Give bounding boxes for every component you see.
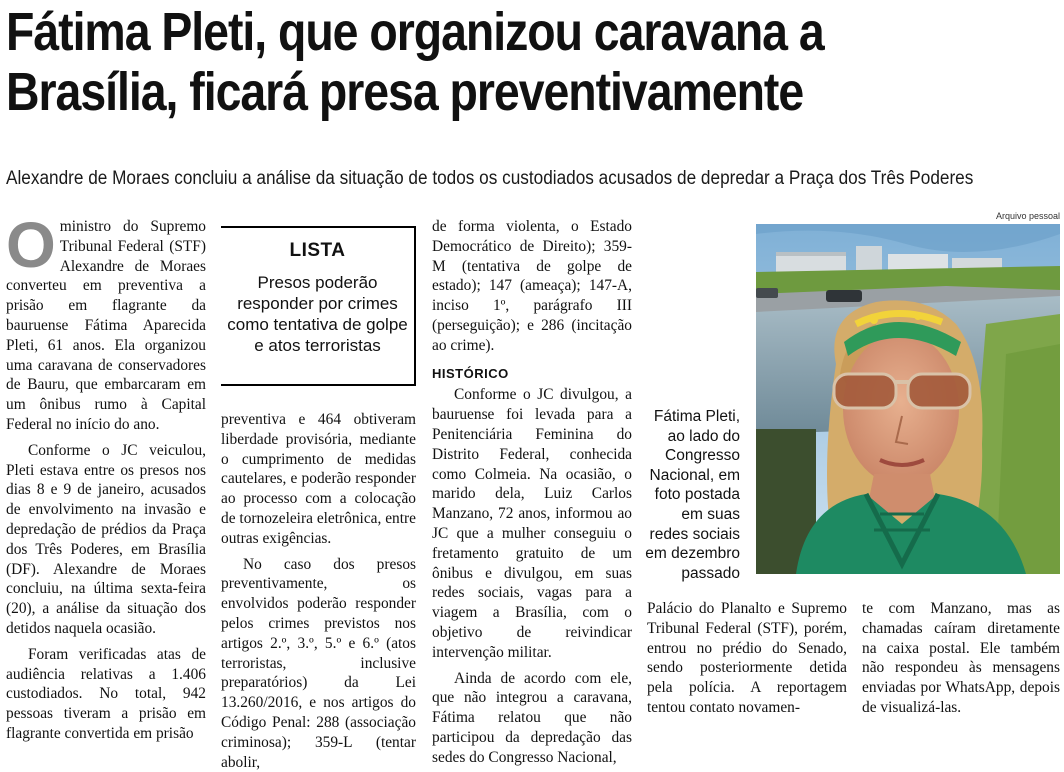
article-column-5 xyxy=(862,599,1060,718)
article-column-3 xyxy=(432,217,632,768)
article-paragraph: Palácio do Planalto e Supremo Tribunal Federal (STF), porém, entrou no prédio do Senado, sendo posteriormente detida pela polícia. A reportagem tentou contato novamen- xyxy=(647,600,847,716)
lista-title: LISTA xyxy=(289,240,346,261)
article-paragraph: Conforme o JC divulgou, a bauruense foi levada para a Penitenciária Feminina do Distrito Federal, conhecida como Colmeia. Na ocasião, o marido dela, Luiz Carlos Manzano, 72 anos, informou ao JC que a mulher conseguiu o fretamento gratuito de um ônibus e divulgou, em suas redes sociais, vagas para a viagem a Brasília, com o objetivo de reivindicar intervenção militar. xyxy=(432,386,632,661)
article-column-4 xyxy=(647,599,847,718)
photo-credit: Arquivo pessoal xyxy=(995,211,1060,221)
dropcap: O xyxy=(6,209,56,281)
article-column-1 xyxy=(6,209,206,744)
article-column-2 xyxy=(221,410,416,772)
lista-text: Presos poderão responder por crimes como tentativa de golpe e atos terroristas xyxy=(227,273,408,355)
section-heading-historico: HISTÓRICO xyxy=(432,365,509,381)
headline-line-2: Brasília, ficará presa preventivamente xyxy=(6,62,804,122)
article-paragraph: te com Manzano, mas as chamadas caíram diretamente na caixa postal. Ele também não respondeu às mensagens enviadas por WhatsApp, depois de visualizá-las. xyxy=(862,600,1060,716)
lista-box xyxy=(221,226,416,386)
article-paragraph: Ainda de acordo com ele, que não integrou a caravana, Fátima relatou que não participou da depredação das sedes do Congresso Nacional, xyxy=(432,669,632,766)
article-paragraph: de forma violenta, o Estado Democrático de Direito); 359-M (tentativa de golpe de estado); 147 (ameaça); 147-A, inciso 1º, parágrafo III (perseguição); e 286 (incitação ao crime). xyxy=(432,218,632,354)
article-paragraph: Conforme o JC veiculou, Pleti estava entre os presos nos dias 8 e 9 de janeiro, acusados de envolvimento na invasão e depredação de prédios da Praça dos Três Poderes, em Brasília (DF). Alexandre de Moraes concluiu, na última sexta-feira (20), a análise da situação dos detidos naquela ocasião. xyxy=(6,441,206,637)
article-paragraph: preventiva e 464 obtiveram liberdade provisória, mediante o cumprimento de medidas cautelares, e poderão responder ao processo com a colocação de tornozeleira eletrônica, entre outras exigências. xyxy=(221,411,416,547)
headline xyxy=(6,2,912,122)
photo-illustration xyxy=(756,224,1060,574)
article-paragraph: Foram verificadas atas de audiência relativas a 1.406 custodiados. No total, 942 pessoas tiveram a prisão em flagrante convertida em prisão xyxy=(6,645,206,742)
photo-fatima-pleti xyxy=(756,224,1060,574)
headline-line-1: Fátima Pleti, que organizou caravana a xyxy=(6,2,824,62)
article-paragraph: No caso dos presos preventivamente, os envolvidos poderão responder pelos crimes previstos nos artigos 2.º, 3.º, 5.º e 6.º (atos terroristas, inclusive preparatórios) da Lei 13.260/2016, e nos artigos do Código Penal: 288 (associação criminosa); 359-L (tentar abolir, xyxy=(221,555,416,771)
article-paragraph: ministro do Supremo Tribunal Federal (STF) Alexandre de Moraes converteu em preventiva a prisão em flagrante da bauruense Fátima Aparecida Pleti, 61 anos. Ela organizou uma caravana de conservadores de Bauru, que embarcaram em um ônibus rumo à Capital Federal no início do ano. xyxy=(6,218,206,433)
subheadline: Alexandre de Moraes concluiu a análise da situação de todos os custodiados acusados de depredar a Praça dos Três Poderes xyxy=(6,168,974,189)
photo-caption: Fátima Pleti, ao lado do Congresso Nacional, em foto postada em suas redes sociais em dezembro passado xyxy=(645,408,740,582)
